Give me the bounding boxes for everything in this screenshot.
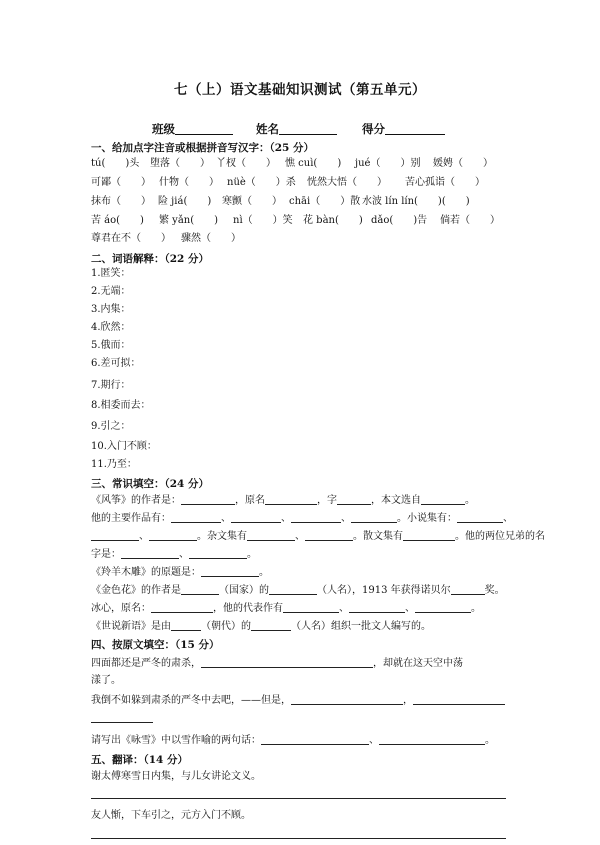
- answer-blank[interactable]: [269, 583, 317, 595]
- pinyin-item: 丫杈（ ）: [216, 158, 276, 169]
- answer-blank[interactable]: [349, 601, 405, 613]
- knowledge-line: 他的主要作品有： 、 、 、 。小说集有： 、: [91, 513, 513, 524]
- answer-blank[interactable]: [247, 529, 295, 541]
- score-field: [362, 121, 445, 137]
- answer-blank[interactable]: [265, 493, 317, 505]
- page-title: 七（上）语文基础知识测试（第五单元）: [174, 82, 426, 98]
- answer-blank[interactable]: [421, 493, 465, 505]
- class-blank[interactable]: [175, 122, 233, 135]
- recite-line: 我倒不如躲到肃杀的严冬中去吧，——但是， ，: [91, 693, 505, 707]
- definition-item: 3.内集：: [91, 304, 131, 315]
- pinyin-item: 尊君在不（ ）: [91, 233, 171, 244]
- knowledge-line: 《羚羊木雕》的原题是： 。: [91, 567, 269, 578]
- answer-blank[interactable]: [181, 493, 235, 505]
- answer-blank[interactable]: [261, 733, 369, 745]
- recite-line: 请写出《咏雪》中以雪作喻的两句话： 、 。: [91, 735, 495, 746]
- pinyin-item: tú( )头: [91, 158, 140, 169]
- definition-item: 9.引之：: [91, 421, 131, 432]
- answer-blank[interactable]: [189, 547, 247, 559]
- answer-blank[interactable]: [171, 619, 201, 631]
- recite-line: 四面都还是严冬的肃杀， ，却就在这天空中荡: [91, 658, 463, 669]
- answer-blank[interactable]: [291, 511, 341, 523]
- pinyin-item: 什物（ ）: [159, 177, 219, 188]
- knowledge-line: 《世说新语》是由 （朝代）的 （人名）组织一批文人编写的。: [91, 621, 431, 632]
- definition-item: 2.无端：: [91, 286, 131, 297]
- answer-blank[interactable]: [305, 529, 353, 541]
- class-field: [152, 121, 233, 137]
- answer-blank[interactable]: [283, 601, 339, 613]
- definition-item: 1.匿笑：: [91, 268, 131, 279]
- answer-blank[interactable]: [415, 601, 471, 613]
- recite-line: 漾了。: [91, 675, 121, 686]
- name-field: [256, 121, 337, 137]
- answer-blank[interactable]: [251, 619, 291, 631]
- pinyin-item: 寒颤（ ）: [222, 196, 282, 207]
- pinyin-item: 苦 áo( ): [91, 215, 144, 226]
- answer-blank[interactable]: [231, 511, 281, 523]
- pinyin-item: 媛娉（ ）: [433, 158, 493, 169]
- answer-blank[interactable]: [201, 565, 259, 577]
- knowledge-line: 、 。杂文集有 、 。散文集有 。他的两位兄弟的名: [91, 529, 545, 543]
- section-3-heading: 三、常识填空：（24 分）: [91, 478, 210, 490]
- knowledge-line: 《风筝》的作者是： ，原名 ，字 ，本文选自 。: [91, 495, 475, 506]
- knowledge-line: 冰心，原名： ，他的代表作有 、 、 。: [91, 603, 481, 614]
- definition-item: 7.期行：: [91, 380, 131, 391]
- answer-blank[interactable]: [121, 547, 179, 559]
- name-label: 姓名: [256, 122, 279, 136]
- pinyin-item: nì（ ）笑: [233, 215, 293, 226]
- name-blank[interactable]: [279, 122, 337, 135]
- answer-blank[interactable]: [413, 693, 505, 705]
- pinyin-item: 险 jiá( ): [158, 196, 212, 207]
- definition-item: 8.相委而去：: [91, 400, 151, 411]
- answer-line[interactable]: [91, 798, 506, 799]
- pinyin-item: nüè（ ）杀: [227, 177, 296, 188]
- answer-blank[interactable]: [451, 583, 485, 595]
- answer-blank[interactable]: [149, 529, 197, 541]
- pinyin-item: 抹布（ ）: [91, 196, 151, 207]
- answer-blank[interactable]: [379, 733, 485, 745]
- pinyin-item: 水波 lín lín( )( ): [362, 196, 470, 207]
- answer-blank[interactable]: [337, 493, 371, 505]
- definition-item: 10.入门不顾：: [91, 441, 157, 452]
- answer-blank[interactable]: [457, 511, 503, 523]
- answer-blank[interactable]: [181, 583, 219, 595]
- answer-blank[interactable]: [201, 656, 373, 668]
- pinyin-item: 苦心孤诣（ ）: [405, 177, 485, 188]
- section-5-heading: 五、翻译：（14 分）: [91, 754, 189, 766]
- pinyin-item: 骤然（ ）: [181, 233, 241, 244]
- definition-item: 6.差可拟：: [91, 358, 141, 369]
- pinyin-item: 恍然大悟（ ）: [307, 177, 387, 188]
- knowledge-line: 《金色花》的作者是 （国家）的 （人名），1913 年获得诺贝尔 奖。: [91, 585, 505, 596]
- score-blank[interactable]: [385, 122, 445, 135]
- section-2-heading: 二、词语解释：（22 分）: [91, 253, 210, 265]
- answer-blank[interactable]: [91, 529, 139, 541]
- pinyin-item: 可鄙（ ）: [91, 177, 151, 188]
- pinyin-item: 倘若（ ）: [440, 215, 500, 226]
- answer-blank[interactable]: [171, 511, 221, 523]
- pinyin-item: 繁 yǎn( ): [159, 215, 219, 226]
- class-label: 班级: [152, 122, 175, 136]
- pinyin-item: dǎo( )告: [371, 215, 428, 226]
- knowledge-line: 字是： 、 。: [91, 549, 257, 560]
- pinyin-item: 憔 cuì( ): [285, 158, 342, 169]
- section-4-heading: 四、按原文填空：（15 分）: [91, 639, 220, 651]
- pinyin-item: 堕落（ ）: [150, 158, 210, 169]
- answer-blank[interactable]: [403, 529, 455, 541]
- definition-item: 11.乃至：: [91, 459, 137, 470]
- answer-blank[interactable]: [291, 693, 403, 705]
- answer-blank[interactable]: [91, 722, 153, 723]
- score-label: 得分: [362, 122, 385, 136]
- section-1-heading: 一、给加点字注音或根据拼音写汉字：（25 分）: [91, 142, 315, 154]
- translate-sentence: 友人惭，下车引之，元方入门不顾。: [91, 810, 251, 821]
- pinyin-item: 花 bàn( ): [303, 215, 363, 226]
- answer-blank[interactable]: [351, 511, 397, 523]
- definition-item: 4.欣然：: [91, 322, 131, 333]
- translate-sentence: 谢太傅寒雪日内集，与儿女讲论文义。: [91, 771, 261, 782]
- pinyin-item: jué（ ）别: [355, 158, 421, 169]
- pinyin-item: chāi（ ）散: [289, 196, 361, 207]
- answer-line[interactable]: [91, 838, 506, 839]
- definition-item: 5.俄而：: [91, 340, 131, 351]
- answer-blank[interactable]: [151, 601, 213, 613]
